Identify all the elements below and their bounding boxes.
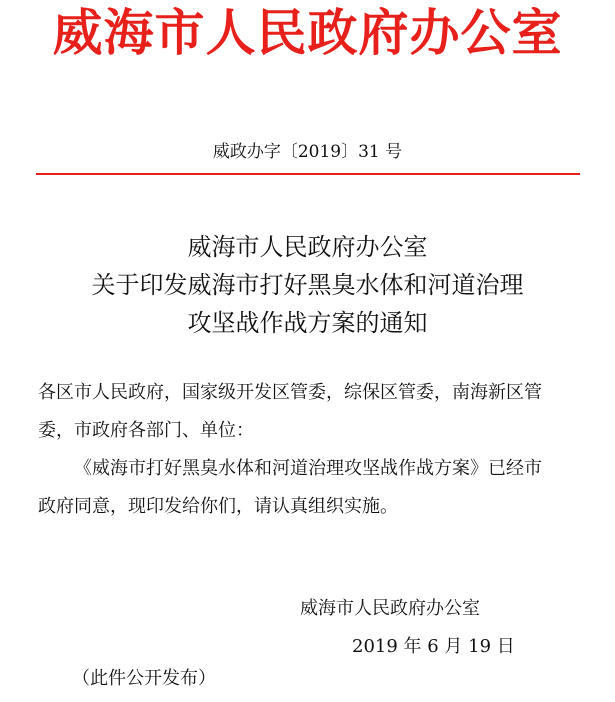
red-divider-rule [36, 173, 580, 175]
disclosure-note: （此件公开发布） [72, 668, 216, 689]
issuer-header: 威海市人民政府办公室 [52, 3, 563, 62]
addressee-line-1: 各区市人民政府，国家级开发区管委，综保区管委，南海新区管 [38, 382, 542, 403]
notice-title-line-3: 攻坚战作战方案的通知 [187, 309, 428, 337]
issue-date: 2019 年 6 月 19 日 [352, 636, 515, 657]
notice-title-line-2: 关于印发威海市打好黑臭水体和河道治理 [91, 271, 524, 299]
signature-issuer: 威海市人民政府办公室 [300, 598, 480, 619]
body-paragraph-line-1: 《威海市打好黑臭水体和河道治理攻坚战作战方案》已经市 [74, 458, 542, 479]
notice-title [0, 228, 615, 342]
document-number: 威政办字〔2019〕31 号 [212, 142, 403, 162]
addressee-line-2: 委，市政府各部门、单位： [38, 420, 254, 441]
notice-title-line-1: 威海市人民政府办公室 [187, 233, 428, 261]
body-paragraph-line-2: 政府同意，现印发给你们，请认真组织实施。 [38, 496, 398, 517]
